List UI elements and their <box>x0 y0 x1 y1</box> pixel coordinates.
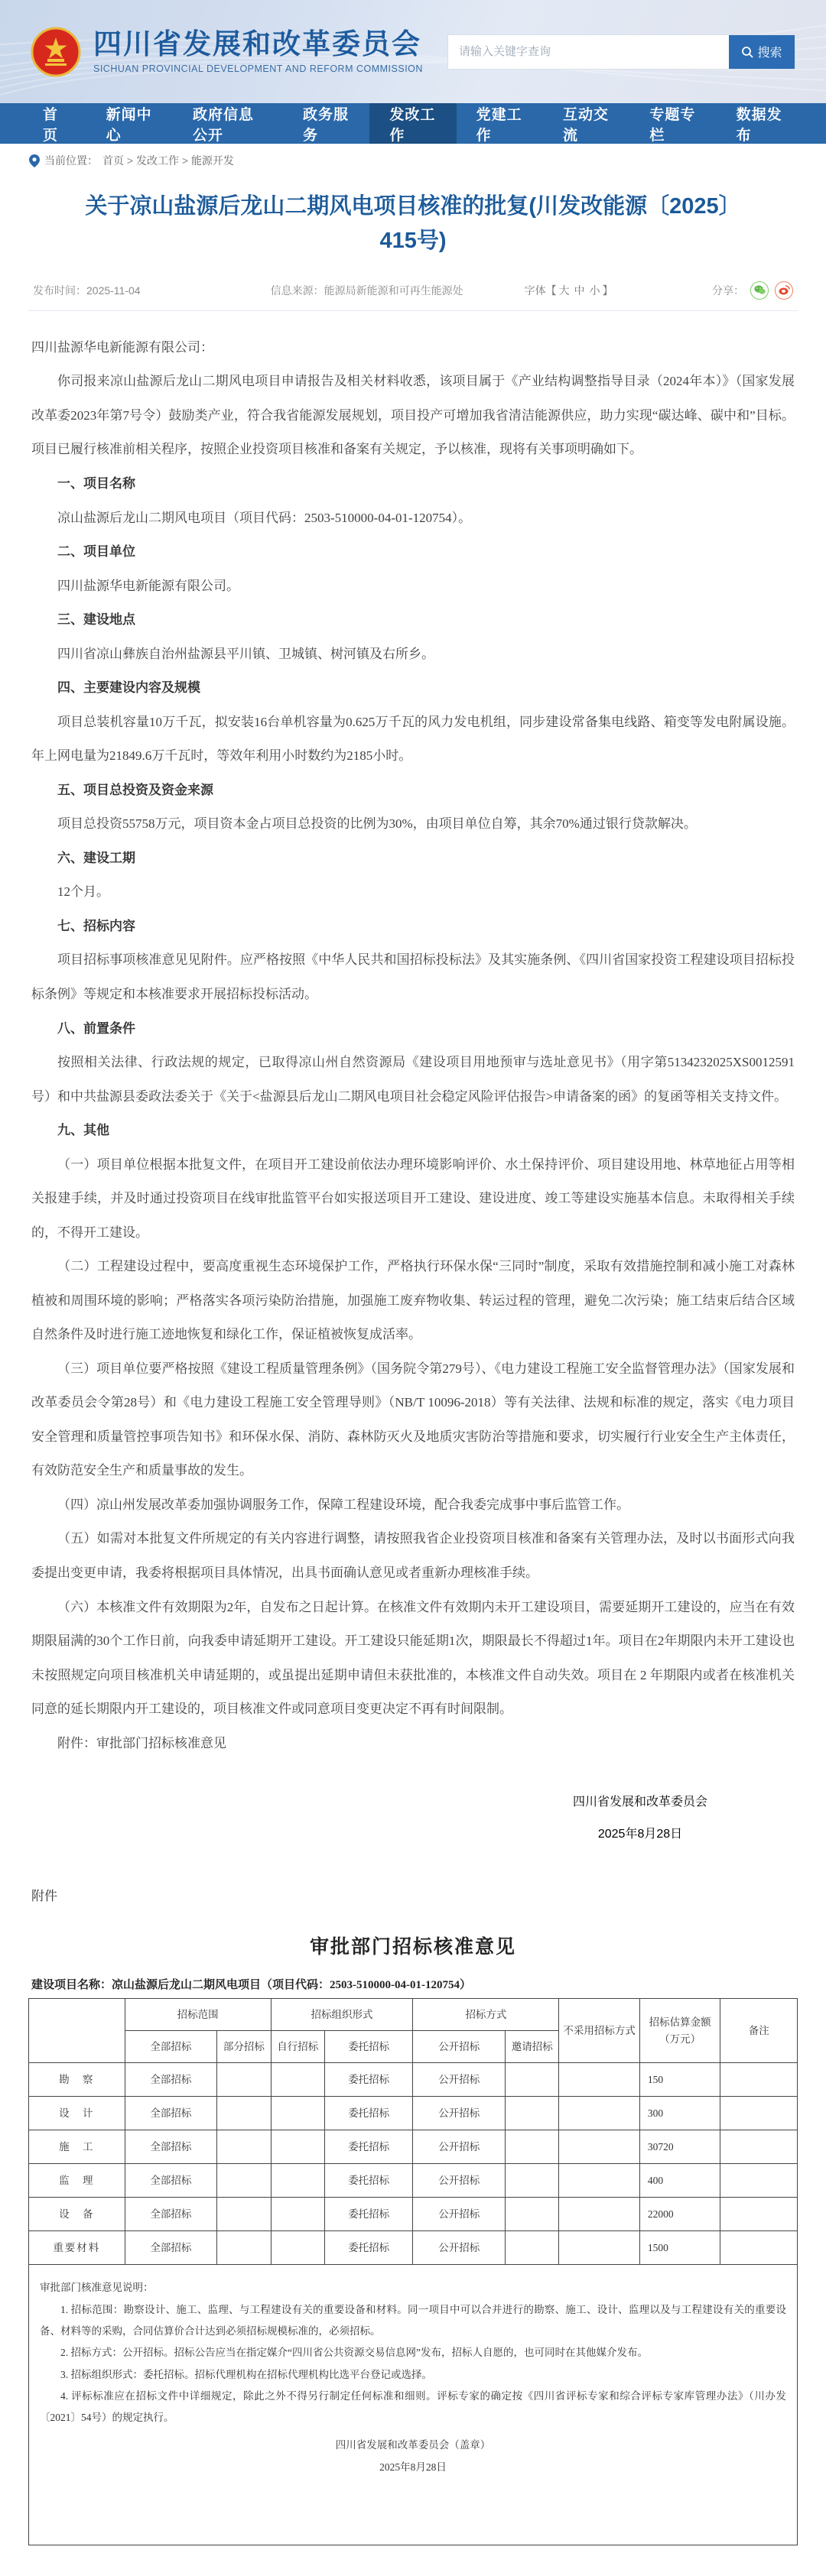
cell-partial <box>217 2164 271 2198</box>
article-paragraph-4: 二、项目单位 <box>57 544 135 560</box>
site-title: 四川省发展和改革委员会 <box>93 28 421 60</box>
table-header-row-1 <box>29 1999 798 2031</box>
cell-partial <box>217 2063 271 2097</box>
cell-self <box>271 2198 324 2231</box>
cell-amount: 1500 <box>639 2231 720 2265</box>
cell-full: 全部招标 <box>125 2130 217 2164</box>
header-self-bid: 自行招标 <box>271 2031 324 2063</box>
page-bottom-space <box>0 2545 826 2576</box>
article-meta <box>28 274 798 311</box>
cell-partial <box>217 2198 271 2231</box>
attachment-title: 审批部门招标核准意见 <box>309 1937 516 1958</box>
cell-self <box>271 2063 324 2097</box>
header-organization: 招标组织形式 <box>271 1999 413 2031</box>
cell-open: 公开招标 <box>413 2231 506 2265</box>
header-open-bid: 公开招标 <box>413 2031 506 2063</box>
article-paragraph-18: 九、其他 <box>57 1123 109 1138</box>
article-paragraph-0: 四川盐源华电新能源有限公司： <box>31 339 213 355</box>
cell-remark <box>720 2164 798 2198</box>
share-controls <box>712 281 793 300</box>
share-label: 分享： <box>712 284 744 297</box>
cell-invited <box>506 2198 559 2231</box>
notes-signature: 四川省发展和改革委员会（盖章） <box>335 2438 491 2451</box>
breadcrumb-separator: > <box>124 154 136 167</box>
article-signature-block <box>28 1786 798 1850</box>
article-paragraph-1: 你司报来凉山盐源后龙山二期风电项目申请报告及相关材料收悉，该项目属于《产业结构调整指导目录（2024年本）》（国家发展改革委2023年第7号令）鼓励类产业，符合我省能源发展规划，项目投产可增加我省清洁能源供应，助力实现“碳达峰、碳中和”目标。项目已履行核准前相关程序，按照企业投资项目核准和备案有关规定，予以核准，现将有关事项明确如下。 <box>31 374 795 457</box>
cell-remark <box>720 2130 798 2164</box>
article-paragraph-17: 按照相关法律、行政法规的规定，已取得凉山州自然资源局《建设项目用地预审与选址意见书》（用字第5134232025XS0012591号）和中共盐源县委政法委关于《关于<盐源县后龙山二期风电项目社会稳定风险评估报告>申请备案的函》的复函等相关支持文件。 <box>31 1055 795 1104</box>
table-row-2 <box>29 2130 798 2164</box>
cell-invited <box>506 2130 559 2164</box>
nav-item-1[interactable]: 新闻中心 <box>106 106 152 144</box>
article-paragraph-13: 12个月。 <box>57 884 109 900</box>
search-bar <box>447 34 795 70</box>
cell-remark <box>720 2063 798 2097</box>
article-paragraph-24: （六）本核准文件有效期限为2年，自发布之日起计算。在核准文件有效期内未开工建设项目，需要延期开工建设的，应当在有效期限届满的30个工作日前，向我委申请延期开工建设。开工建设只能延期1次，期限最长不得超过1年。项目在2年期限内未开工建设也未按照规定向项目核准机关申请延期的，或虽提出延期申请但未获批准的，本核准文件自动失效。项目在 2 年期限内或者在核准机关同意的延长期限内开工建设的，项目核准文件或同意项目变更决定不再有时间限制。 <box>31 1599 795 1717</box>
cell-amount: 150 <box>639 2063 720 2097</box>
notes-items <box>40 2299 786 2429</box>
font-size-label-close: 】 <box>602 284 613 297</box>
search-button[interactable] <box>729 35 795 69</box>
cell-self <box>271 2231 324 2265</box>
cell-no_bid <box>559 2164 640 2198</box>
article-paragraph-10: 五、项目总投资及资金来源 <box>57 782 213 797</box>
cell-full: 全部招标 <box>125 2231 217 2265</box>
cell-invited <box>506 2164 559 2198</box>
search-icon <box>741 46 753 58</box>
font-size-label: 字体【 <box>524 284 557 297</box>
notes-title: 审批部门核准意见说明： <box>40 2282 154 2294</box>
font-size-medium[interactable]: 中 <box>574 284 585 297</box>
table-row-5 <box>29 2231 798 2265</box>
cell-partial <box>217 2231 271 2265</box>
nav-item-6[interactable]: 互动交流 <box>562 106 609 144</box>
cell-invited <box>506 2231 559 2265</box>
article-body <box>28 311 798 1760</box>
cell-no_bid <box>559 2231 640 2265</box>
article-paragraph-15: 项目招标事项核准意见见附件。应严格按照《中华人民共和国招标投标法》及其实施条例、《四川省国家投资工程建设项目招标投标条例》等规定和本核准要求开展招标投标活动。 <box>31 952 795 1001</box>
attachment-section <box>28 1850 798 2545</box>
cell-delegated: 委托招标 <box>324 2063 413 2097</box>
location-pin-icon <box>29 154 40 167</box>
cell-open: 公开招标 <box>413 2097 506 2130</box>
cell-delegated: 委托招标 <box>324 2130 413 2164</box>
article-paragraph-9: 项目总装机容量10万千瓦，拟安装16台单机容量为0.625万千瓦的风力发电机组，同步建设常备集电线路、箱变等发电附属设施。年上网电量为21849.6万千瓦时，等效年利用小时数约为2185小时。 <box>31 714 795 764</box>
notes-item-2: 3. 招标组织形式：委托招标。招标代理机构在招标代理机构比选平台登记或选择。 <box>60 2368 432 2380</box>
cell-self <box>271 2130 324 2164</box>
article-paragraph-25: 附件：审批部门招标核准意见 <box>57 1735 226 1750</box>
cell-invited <box>506 2063 559 2097</box>
site-header <box>0 0 826 103</box>
cell-no_bid <box>559 2198 640 2231</box>
article-title: 关于凉山盐源后龙山二期风电项目核准的批复(川发改能源〔2025〕415号) <box>85 194 741 253</box>
cell-partial <box>217 2097 271 2130</box>
cell-invited <box>506 2097 559 2130</box>
notes-item-3: 4. 评标标准应在招标文件中详细规定，除此之外不得另行制定任何标准和细则。评标专家的确定按《四川省评标专家和综合评标专家库管理办法》（川办发〔2021〕54号）的规定执行。 <box>40 2390 786 2424</box>
cell-category: 勘 察 <box>29 2063 125 2097</box>
article-paragraph-8: 四、主要建设内容及规模 <box>57 680 200 696</box>
share-weibo-icon[interactable] <box>775 281 793 300</box>
nav-item-2[interactable]: 政府信息公开 <box>193 106 255 144</box>
breadcrumb-link-2[interactable]: 能源开发 <box>190 154 234 167</box>
share-wechat-icon[interactable] <box>750 281 769 300</box>
article-paragraph-7: 四川省凉山彝族自治州盐源县平川镇、卫城镇、树河镇及右所乡。 <box>57 646 434 661</box>
cell-no_bid <box>559 2097 640 2130</box>
font-size-large[interactable]: 大 <box>558 284 570 297</box>
cell-delegated: 委托招标 <box>324 2198 413 2231</box>
article-paragraph-20: （二）工程建设过程中，要高度重视生态环境保护工作，严格执行环保水保“三同时”制度，采取有效措施控制和减小施工对森林植被和周围环境的影响；严格落实各项污染防治措施，加强施工废弃物收集、转运过程的管理，避免二次污染；施工结束后结合区域自然条件及时进行施工迹地恢复和绿化工作，保证植被恢复成活率。 <box>31 1259 795 1342</box>
table-row-4 <box>29 2198 798 2231</box>
article-paragraph-11: 项目总投资55758万元，项目资本金占项目总投资的比例为30%，由项目单位自筹，其余70%通过银行贷款解决。 <box>57 816 697 832</box>
cell-full: 全部招标 <box>125 2097 217 2130</box>
article <box>28 190 798 1850</box>
nav-item-0[interactable]: 首页 <box>43 106 59 144</box>
cell-amount: 300 <box>639 2097 720 2130</box>
header-delegated-bid: 委托招标 <box>324 2031 413 2063</box>
attachment-label: 附件 <box>31 1889 57 1904</box>
publish-time: 发布时间：2025-11-04 <box>33 284 141 297</box>
article-paragraph-22: （四）凉山州发展改革委加强协调服务工作，保障工程建设环境，配合我委完成事中事后监管工作。 <box>57 1497 629 1512</box>
attachment-project-line: 建设项目名称：凉山盐源后龙山二期风电项目（项目代码：2503-510000-04-01-120754） <box>31 1979 471 1992</box>
table-row-1 <box>29 2097 798 2130</box>
cell-category: 监 理 <box>29 2164 125 2198</box>
header-invited-bid: 邀请招标 <box>506 2031 559 2063</box>
cell-category: 设 备 <box>29 2198 125 2231</box>
cell-open: 公开招标 <box>413 2198 506 2231</box>
search-button-label: 搜索 <box>757 47 782 60</box>
national-emblem-logo <box>31 27 81 77</box>
article-paragraph-5: 四川盐源华电新能源有限公司。 <box>57 578 239 593</box>
cell-amount: 400 <box>639 2164 720 2198</box>
article-paragraph-21: （三）项目单位要严格按照《建设工程质量管理条例》（国务院令第279号）、《电力建设工程施工安全监督管理办法》（国家发展和改革委员会令第28号）和《电力建设工程施工安全管理导则》（NB/T 10096-2018）等有关法律、法规和标准的规定，落实《电力项目安全管理和质量管控事项告知书》和环保水保、消防、森林防灭火及地质灾害防治等措施和要求，切实履行行业安全生产主体责任，有效防范安全生产和质量事故的发生。 <box>31 1361 795 1478</box>
cell-full: 全部招标 <box>125 2164 217 2198</box>
header-amount: 招标估算金额（万元） <box>639 1999 720 2063</box>
notes-date: 2025年8月28日 <box>379 2461 447 2474</box>
cell-delegated: 委托招标 <box>324 2164 413 2198</box>
cell-category: 重要材料 <box>29 2231 125 2265</box>
breadcrumb-link-1[interactable]: 发改工作 <box>135 154 179 167</box>
article-paragraph-19: （一）项目单位根据本批复文件，在项目开工建设前依法办理环境影响评价、水土保持评价、项目建设用地、林草地征占用等相关报建手续，并及时通过投资项目在线审批监管平台如实报送项目开工建设、建设进度、竣工等建设实施基本信息。未取得相关手续的，不得开工建设。 <box>31 1157 795 1240</box>
breadcrumb-separator: > <box>178 154 191 167</box>
cell-open: 公开招标 <box>413 2164 506 2198</box>
article-paragraph-2: 一、项目名称 <box>57 476 135 491</box>
breadcrumb-prefix: 当前位置： <box>44 154 98 167</box>
article-paragraph-3: 凉山盐源后龙山二期风电项目（项目代码：2503-510000-04-01-120754）。 <box>57 510 472 525</box>
cell-open: 公开招标 <box>413 2130 506 2164</box>
article-paragraph-6: 三、建设地点 <box>57 612 135 628</box>
notes-item-1: 2. 招标方式：公开招标。招标公告应当在指定媒介“四川省公共资源交易信息网”发布，招标人自愿的，也可同时在其他媒介发布。 <box>60 2347 648 2359</box>
signature-date: 2025年8月28日 <box>597 1827 683 1841</box>
bid-approval-table <box>28 1998 798 2545</box>
header-partial-bid: 部分招标 <box>217 2031 271 2063</box>
header-remark: 备注 <box>720 1999 798 2063</box>
cell-remark <box>720 2198 798 2231</box>
article-paragraph-14: 七、招标内容 <box>57 918 135 933</box>
table-body <box>29 2063 798 2265</box>
nav-item-5[interactable]: 党建工作 <box>476 106 522 144</box>
cell-remark <box>720 2097 798 2130</box>
article-paragraph-16: 八、前置条件 <box>57 1020 135 1036</box>
header-method: 招标方式 <box>413 1999 559 2031</box>
cell-category: 施 工 <box>29 2130 125 2164</box>
header-no-bid: 不采用招标方式 <box>559 1999 640 2063</box>
cell-full: 全部招标 <box>125 2198 217 2231</box>
notes-item-0: 1. 招标范围：勘察设计、施工、监理、与工程建设有关的重要设备和材料。同一项目中可以合并进行的勘察、施工、设计、监理以及与工程建设有关的重要设备、材料等的采购，合同估算价合计达到必须招标规模标准的，必须招标。 <box>40 2303 786 2338</box>
header-full-bid: 全部招标 <box>125 2031 217 2063</box>
cell-remark <box>720 2231 798 2265</box>
font-size-small[interactable]: 小 <box>589 284 600 297</box>
article-paragraph-12: 六、建设工期 <box>57 850 135 865</box>
cell-full: 全部招标 <box>125 2063 217 2097</box>
table-notes-row <box>29 2265 798 2545</box>
signature-org: 四川省发展和改革委员会 <box>572 1796 707 1809</box>
cell-open: 公开招标 <box>413 2063 506 2097</box>
header-range: 招标范围 <box>125 1999 271 2031</box>
cell-category: 设 计 <box>29 2097 125 2130</box>
cell-delegated: 委托招标 <box>324 2231 413 2265</box>
cell-no_bid <box>559 2130 640 2164</box>
font-size-control <box>525 283 613 298</box>
cell-no_bid <box>559 2063 640 2097</box>
search-input[interactable] <box>448 35 729 69</box>
cell-delegated: 委托招标 <box>324 2097 413 2130</box>
notes-cell <box>29 2265 798 2545</box>
info-source: 信息来源：能源局新能源和可再生能源处 <box>270 284 463 297</box>
cell-self <box>271 2164 324 2198</box>
table-row-3 <box>29 2164 798 2198</box>
nav-item-7[interactable]: 专题专栏 <box>649 106 696 144</box>
cell-amount: 30720 <box>639 2130 720 2164</box>
article-paragraph-23: （五）如需对本批复文件所规定的有关内容进行调整，请按照我省企业投资项目核准和备案有关管理办法，及时以书面形式向我委提出变更申请，我委将根据项目具体情况，出具书面确认意见或者重新办理核准手续。 <box>31 1531 795 1580</box>
breadcrumb <box>0 144 826 176</box>
cell-partial <box>217 2130 271 2164</box>
breadcrumb-link-0[interactable]: 首页 <box>102 154 124 167</box>
nav-item-4[interactable]: 发改工作 <box>369 103 456 144</box>
nav-item-8[interactable]: 数据发布 <box>736 106 782 144</box>
cell-amount: 22000 <box>639 2198 720 2231</box>
header-category <box>29 1999 125 2063</box>
breadcrumb-items <box>102 153 234 168</box>
nav-item-3[interactable]: 政务服务 <box>303 106 350 144</box>
cell-self <box>271 2097 324 2130</box>
site-subtitle: SICHUAN PROVINCIAL DEVELOPMENT AND REFORM COMMISSION <box>93 63 423 75</box>
main-nav <box>0 103 826 144</box>
table-row-0 <box>29 2063 798 2097</box>
